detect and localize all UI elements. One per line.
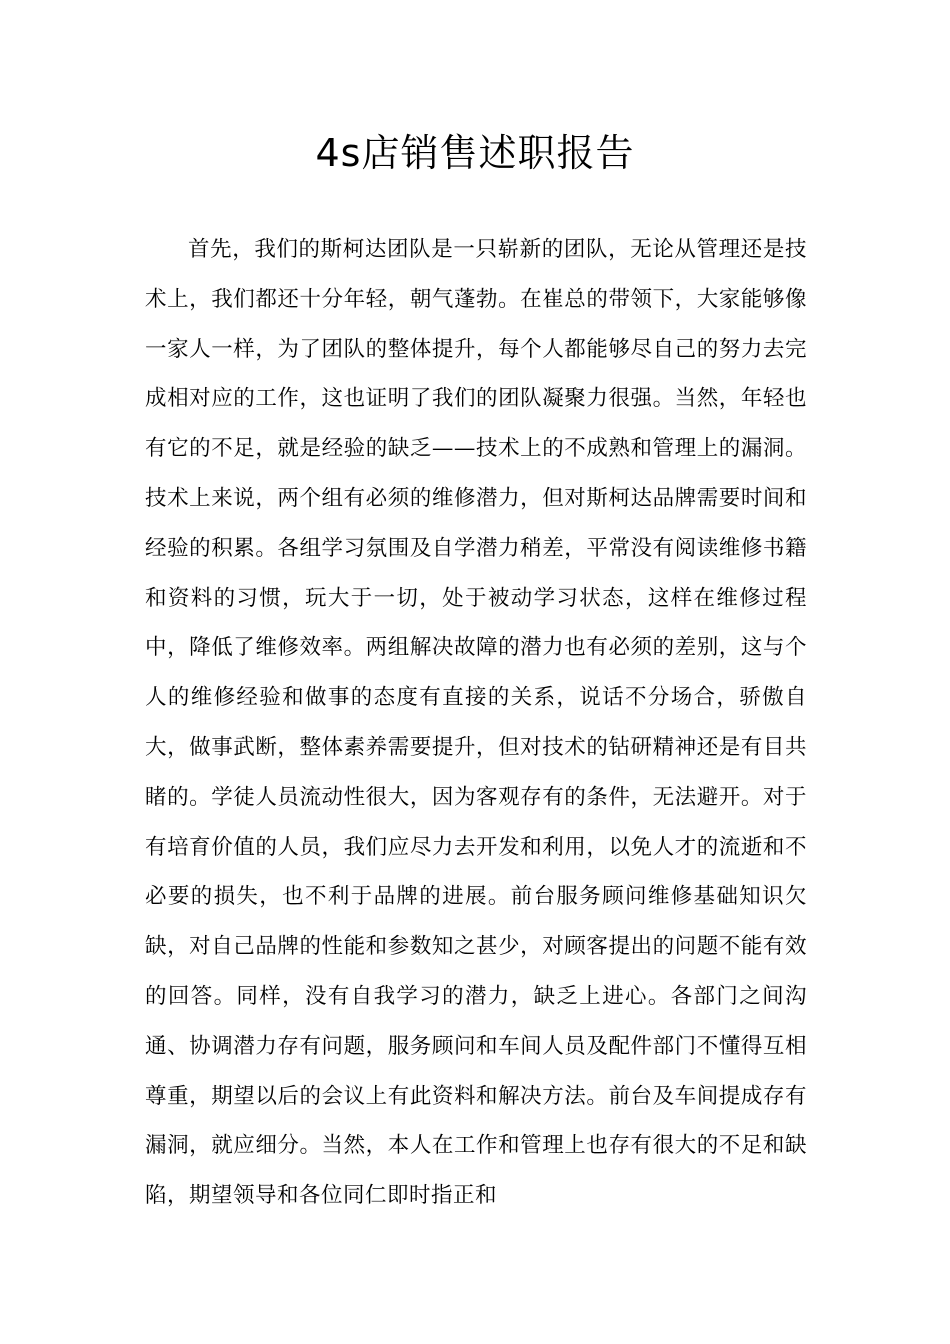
document-title: 4s店销售述职报告 xyxy=(315,131,635,175)
body-paragraph: 首先，我们的斯柯达团队是一只崭新的团队，无论从管理还是技术上，我们都还十分年轻，朝气蓬勃。在崔总的带领下，大家能够像一家人一样，为了团队的整体提升，每个人都能够尽自己的努力去完成相对应的工作，这也证明了我们的团队凝聚力很强。当然，年轻也有它的不足，就是经验的缺乏——技术上的不成熟和管理上的漏洞。技术上来说，两个组有必须的维修潜力，但对斯柯达品牌需要时间和经验的积累。各组学习氛围及自学潜力稍差，平常没有阅读维修书籍和资料的习惯，玩大于一切，处于被动学习状态，这样在维修过程中，降低了维修效率。两组解决故障的潜力也有必须的差别，这与个人的维修经验和做事的态度有直接的关系，说话不分场合，骄傲自大，做事武断，整体素养需要提升，但对技术的钻研精神还是有目共睹的。学徒人员流动性很大，因为客观存有的条件，无法避开。对于有培育价值的人员，我们应尽力去开发和利用，以免人才的流逝和不必要的损失，也不利于品牌的进展。前台服务顾问维修基础知识欠缺，对自己品牌的性能和参数知之甚少，对顾客提出的问题不能有效的回答。同样，没有自我学习的潜力，缺乏上进心。各部门之间沟通、协调潜力存有问题，服务顾问和车间人员及配件部门不懂得互相尊重，期望以后的会议上有此资料和解决方法。前台及车间提成存有漏洞，就应细分。当然，本人在工作和管理上也存有很大的不足和缺陷，期望领导和各位同仁即时指正和 xyxy=(145,237,807,1209)
